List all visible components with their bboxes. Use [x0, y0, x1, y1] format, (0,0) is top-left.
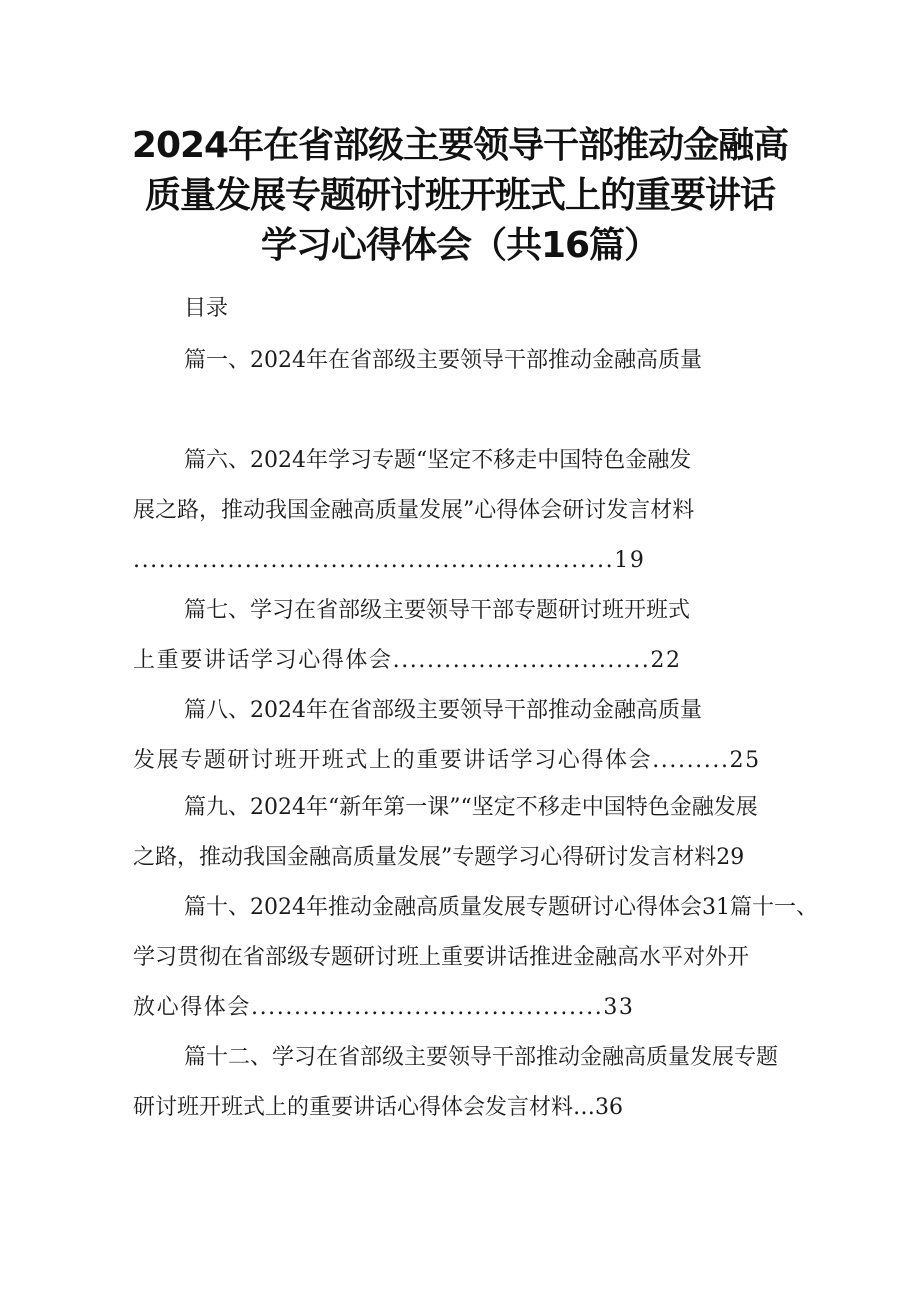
toc-entry-11-line-3: 放心得体会.........................................33	[133, 995, 635, 1020]
toc-entry-9-line-1: 篇九、2024年“新年第一课”“坚定不移走中国特色金融发展	[184, 795, 758, 820]
toc-entry-8-line-2: 发展专题研讨班开班式上的重要讲话学习心得体会.........25	[133, 748, 761, 773]
toc-entry-6-line-1: 篇六、2024年学习专题“坚定不移走中国特色金融发	[184, 448, 692, 473]
toc-heading: 目录	[184, 296, 229, 321]
document-title-line-1: 2024年在省部级主要领导干部推动金融高	[131, 125, 789, 166]
document-title-line-3: 学习心得体会（共16篇）	[260, 225, 660, 266]
toc-entry-1-line-1: 篇一、2024年在省部级主要领导干部推动金融高质量	[184, 348, 702, 373]
toc-entry-7-line-2: 上重要讲话学习心得体会..............................22	[133, 648, 682, 673]
toc-entry-12-line-1: 篇十二、学习在省部级主要领导干部推动金融高质量发展专题	[184, 1045, 779, 1070]
toc-entry-10-line-1: 篇十、2024年推动金融高质量发展专题研讨心得体会31篇十一、	[184, 895, 818, 920]
toc-entry-8-line-1: 篇八、2024年在省部级主要领导干部推动金融高质量	[184, 698, 702, 723]
toc-entry-6-page-line: ........................................................19	[133, 548, 646, 573]
toc-entry-7-line-1: 篇七、学习在省部级主要领导干部专题研讨班开班式	[184, 598, 691, 623]
document-title-line-2: 质量发展专题研讨班开班式上的重要讲话	[144, 175, 775, 216]
toc-entry-11-line-2: 学习贯彻在省部级专题研讨班上重要讲话推进金融高水平对外开	[133, 945, 750, 970]
toc-entry-6-line-2: 展之路，推动我国金融高质量发展”心得体会研讨发言材料	[133, 498, 695, 523]
toc-entry-9-line-2: 之路，推动我国金融高质量发展”专题学习心得研讨发言材料29	[133, 845, 745, 870]
toc-entry-12-line-2: 研讨班开班式上的重要讲话心得体会发言材料…36	[133, 1095, 623, 1120]
